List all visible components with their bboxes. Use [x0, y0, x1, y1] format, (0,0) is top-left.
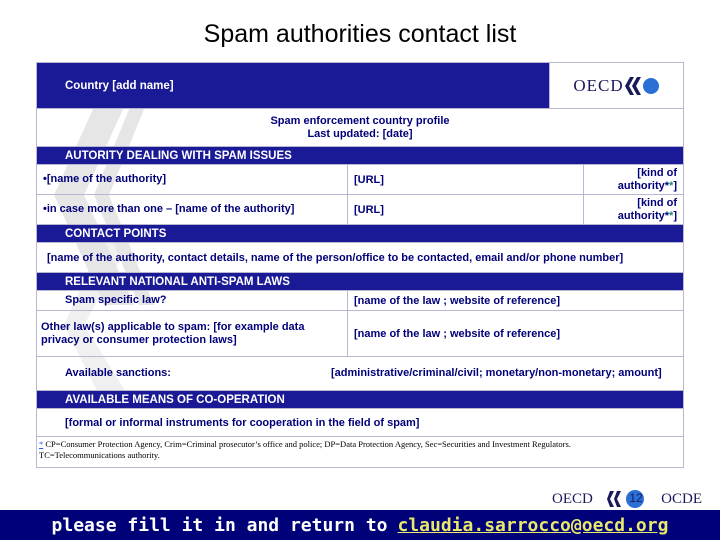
- email-link[interactable]: claudia.sarrocco@oecd.org: [397, 514, 669, 536]
- authority-kind-line1: [kind of: [637, 166, 677, 179]
- coop-instruments-field[interactable]: [formal or informal instruments for cooperation in the field of spam]: [65, 416, 420, 429]
- oecd-logo-text: OECD: [573, 75, 624, 95]
- law-row-sanctions: [37, 357, 683, 391]
- profile-form-table: [36, 62, 684, 468]
- authority-kind-end: ]: [673, 179, 677, 192]
- law-value-field[interactable]: [administrative/criminal/civil; monetary/non-monetary; amount]: [331, 367, 662, 379]
- profile-title: [37, 109, 683, 146]
- footnote: [37, 437, 683, 467]
- authority-url-field[interactable]: [URL]: [347, 195, 583, 224]
- law-row-spam-specific: [37, 291, 683, 311]
- footer-ocde-logo: OCDE: [661, 490, 702, 507]
- authority-name-field[interactable]: •in case more than one – [name of the authority]: [43, 203, 295, 215]
- last-updated-field[interactable]: Last updated: [date]: [307, 127, 413, 140]
- laws-section-header: RELEVANT NATIONAL ANTI-SPAM LAWS: [37, 273, 683, 291]
- country-name-field[interactable]: Country [add name]: [65, 79, 174, 92]
- law-label: Other law(s) applicable to spam: [for example data privacy or consumer protection laws]: [41, 320, 305, 346]
- authority-row-2: [37, 195, 683, 225]
- authority-kind-field[interactable]: [583, 165, 683, 194]
- contact-details-field[interactable]: [name of the authority, contact details, name of the person/office to be contacted, email and/or phone number]: [47, 251, 624, 264]
- authority-section-header: AUTORITY DEALING WITH SPAM ISSUES: [37, 147, 683, 165]
- law-label: Available sanctions:: [65, 367, 171, 379]
- coop-section-header: AVAILABLE MEANS OF CO-OPERATION: [37, 391, 683, 409]
- authority-kind-star: *: [669, 179, 674, 192]
- law-row-other: [37, 311, 683, 357]
- authority-kind-star: *: [669, 209, 674, 222]
- page-number: 12: [629, 491, 643, 505]
- footnote-text: [39, 439, 629, 461]
- authority-kind-line2: authority*: [617, 179, 670, 192]
- authority-url-field[interactable]: [URL]: [347, 165, 583, 194]
- authority-row-1: [37, 165, 683, 195]
- contact-section-header: CONTACT POINTS: [37, 225, 683, 243]
- authority-kind-line1: [kind of: [637, 196, 677, 209]
- law-value-field[interactable]: [name of the law ; website of reference]: [347, 291, 683, 310]
- oecd-logo: [549, 63, 683, 108]
- authority-kind-line2: authority*: [617, 209, 670, 222]
- country-header-row: [37, 63, 683, 109]
- profile-title-line1: Spam enforcement country profile: [270, 114, 450, 127]
- law-value-field[interactable]: [name of the law ; website of reference]: [347, 311, 683, 356]
- footnote-star: *: [39, 439, 44, 449]
- profile-title-row: [37, 109, 683, 147]
- instruction-banner: [0, 510, 720, 540]
- authority-kind-field[interactable]: [583, 195, 683, 224]
- slide-title: Spam authorities contact list: [203, 20, 517, 48]
- footer-oecd-logo: OECD: [552, 490, 593, 507]
- coop-row: [37, 409, 683, 437]
- authority-kind-end: ]: [673, 209, 677, 222]
- contact-row: [37, 243, 683, 273]
- oecd-chevrons-icon: [624, 75, 660, 97]
- instruction-text: please fill it in and return to: [51, 514, 388, 536]
- authority-name-field[interactable]: •[name of the authority]: [43, 173, 167, 185]
- footnote-body: CP=Consumer Protection Agency, Crim=Criminal prosecutor’s office and police; DP=Data Protection Agency, Sec=Securities and Investment Regulators. TC=Telecommunications authority.: [39, 439, 571, 460]
- law-label: Spam specific law?: [65, 294, 167, 306]
